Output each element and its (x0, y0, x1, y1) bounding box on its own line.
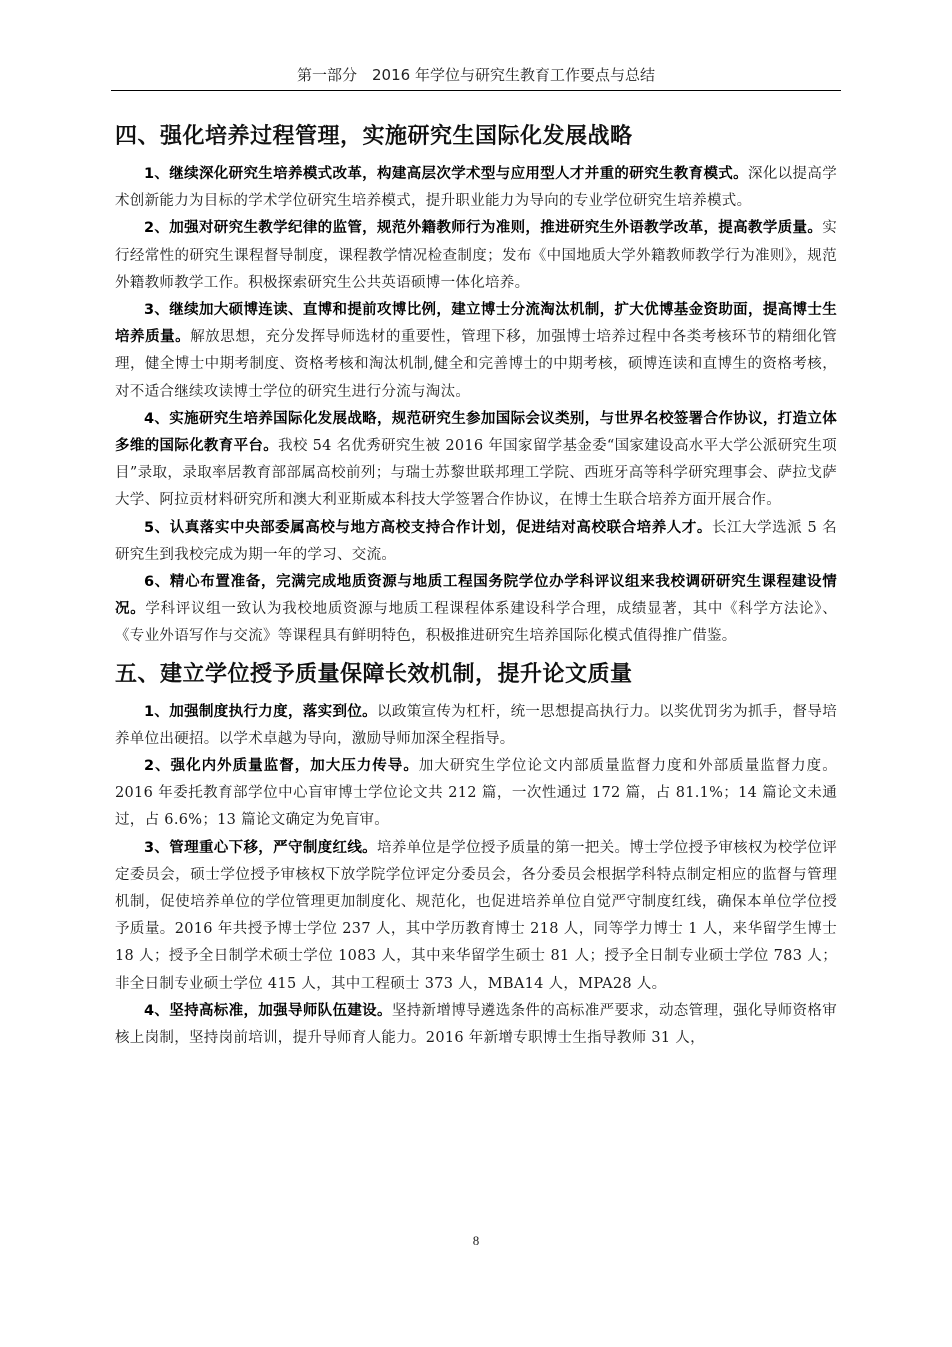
paragraph (115, 297, 837, 406)
header-divider (111, 90, 841, 91)
page-number: 8 (472, 1233, 480, 1248)
page-body (115, 113, 837, 1052)
paragraph-body: 深化以提高学术创新能力为目标的学术学位研究生培养模式，提升职业能力为导向的专业学位研究生培养模式。 (115, 166, 837, 210)
paragraph-lead: 1、继续深化研究生培养模式改革，构建高层次学术型与应用型人才并重的研究生教育模式。 (144, 166, 748, 182)
paragraph (115, 569, 837, 651)
paragraph (115, 161, 837, 215)
paragraph-body: 学科评议组一致认为我校地质资源与地质工程课程体系建设科学合理，成绩显著，其中《科学方法论》、《专业外语写作与交流》等课程具有鲜明特色，积极推进研究生培养国际化模式值得推广借鉴。 (115, 601, 837, 645)
paragraph-body: 长江大学选派 5 名研究生到我校完成为期一年的学习、交流。 (115, 519, 837, 563)
paragraph-lead: 2、强化内外质量监督，加大压力传导。 (144, 758, 419, 775)
paragraph (115, 515, 837, 569)
paragraph-lead: 5、认真落实中央部委属高校与地方高校支持合作计划，促进结对高校联合培养人才。 (144, 519, 712, 536)
paragraph-lead: 4、坚持高标准，加强导师队伍建设。 (144, 1002, 392, 1019)
paragraph (115, 998, 837, 1052)
paragraph-lead: 2、加强对研究生教学纪律的监管，规范外籍教师行为准则，推进研究生外语教学改革，提高教学质量。 (144, 220, 823, 237)
paragraph-lead: 4、实施研究生培养国际化发展战略，规范研究生参加国际会议类别，与世界名校签署合作协议，打造立体多维的国际化教育平台。 (115, 410, 837, 455)
paragraph-body: 我校 54 名优秀研究生被 2016 年国家留学基金委“国家建设高水平大学公派研究生项目”录取，录取率居教育部部属高校前列；与瑞士苏黎世联邦理工学院、西班牙高等科学研究理事会、萨拉戈萨大学、阿拉贡材料研究所和澳大利亚斯威本科技大学签署合作协议，在博士生联合培养方面开展合作。 (115, 438, 837, 509)
running-header: 第一部分 2016 年学位与研究生教育工作要点与总结 (297, 66, 655, 84)
paragraph-body: 解放思想，充分发挥导师选材的重要性，管理下移，加强博士培养过程中各类考核环节的精细化管理，健全博士中期考制度、资格考核和淘汰机制,健全和完善博士的中期考核，硕博连读和直博生的资格考核，对不适合继续攻读博士学位的研究生进行分流与淘汰。 (115, 329, 837, 400)
paragraph (115, 699, 837, 753)
paragraph-lead: 3、继续加大硕博连读、直博和提前攻博比例，建立博士分流淘汰机制，扩大优博基金资助面，提高博士生培养质量。 (115, 302, 837, 346)
paragraph-body: 加大研究生学位论文内部质量监督力度和外部质量监督力度。2016 年委托教育部学位中心盲审博士学位论文共 212 篇，一次性通过 172 篇，占 81.1%；14 篇论文未通过，占 6.6%；13 篇论文确定为免盲审。 (115, 758, 837, 829)
paragraph-lead: 6、精心布置准备，完满完成地质资源与地质工程国务院学位办学科评议组来我校调研研究生课程建设情况。 (115, 574, 837, 618)
paragraph (115, 406, 837, 515)
paragraph-body: 实行经常性的研究生课程督导制度，课程教学情况检查制度；发布《中国地质大学外籍教师教学行为准则》，规范外籍教师教学工作。积极探索研究生公共英语硕博一体化培养。 (115, 220, 837, 291)
paragraph (115, 835, 837, 998)
paragraph-lead: 1、加强制度执行力度，落实到位。 (144, 703, 378, 720)
paragraph-lead: 3、管理重心下移，严守制度红线。 (144, 839, 378, 856)
section-heading: 五、建立学位授予质量保障长效机制，提升论文质量 (115, 661, 633, 687)
section-heading: 四、强化培养过程管理，实施研究生国际化发展战略 (115, 124, 633, 149)
paragraph-body: 以政策宣传为杠杆，统一思想提高执行力。以奖优罚劣为抓手，督导培养单位出硬招。以学术卓越为导向，激励导师加深全程指导。 (115, 703, 838, 747)
paragraph (115, 215, 837, 297)
paragraph-body: 培养单位是学位授予质量的第一把关。博士学位授予审核权为校学位评定委员会，硕士学位授予审核权下放学院学位评定分委员会，各分委员会根据学科特点制定相应的监督与管理机制，促使培养单位的学位管理更加制度化、规范化，也促进培养单位自觉严守制度红线，确保本单位学位授予质量。2016 年共授予博士学位 237 人，其中学历教育博士 218 人，同等学力博士 1 人，来华留学生博士 18 人；授予全日制学术硕士学位 1083 人，其中来华留学生硕士 81 人；授予全日制专业硕士学位 783 人；非全日制专业硕士学位 415 人，其中工程硕士 373 人，MBA14 人，MPA28 人。 (115, 839, 838, 992)
paragraph (115, 753, 837, 835)
paragraph-body: 坚持新增博导遴选条件的高标准严要求，动态管理，强化导师资格审核上岗制，坚持岗前培训，提升导师育人能力。2016 年新增专职博士生指导教师 31 人， (115, 1002, 837, 1047)
